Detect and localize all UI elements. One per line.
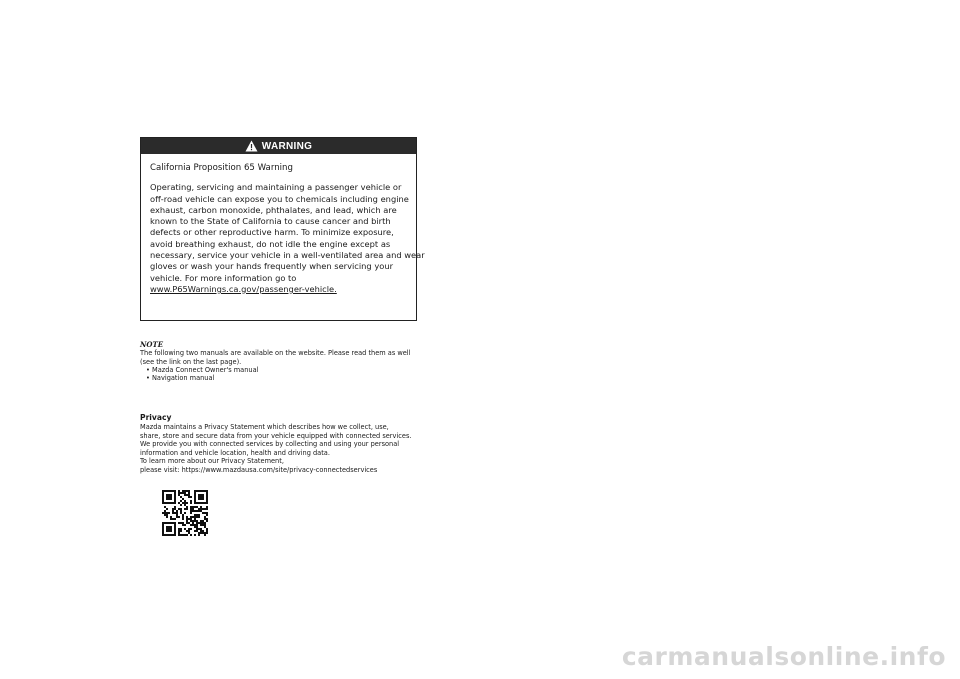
note-title: NOTE [140, 340, 164, 349]
warning-body-line: known to the State of California to cause cancer and birth [150, 216, 391, 227]
warning-body-line: vehicle. For more information go to [150, 272, 297, 283]
privacy-line: To learn more about our Privacy Statement, [140, 457, 284, 465]
note-list [140, 366, 410, 383]
warning-body-line: exhaust, carbon monoxide, phthalates, and lead, which are [150, 204, 397, 215]
warning-body-line: avoid breathing exhaust, do not idle the engine except as [150, 238, 391, 249]
list-item: • Mazda Connect Owner's manual [146, 366, 410, 374]
warning-triangle-icon [245, 140, 258, 152]
privacy-title: Privacy [140, 413, 172, 422]
list-item: • Navigation manual [146, 374, 410, 382]
note-line: (see the link on the last page). [140, 357, 242, 366]
warning-body-line: off-road vehicle can expose you to chemicals including engine [150, 193, 409, 204]
privacy-line: Mazda maintains a Privacy Statement which describes how we collect, use, [140, 423, 389, 431]
warning-body-line: necessary, service your vehicle in a well-ventilated area and wear [150, 250, 425, 261]
warning-box [140, 137, 425, 321]
watermark: carmanualsonline.info [621, 642, 946, 671]
warning-body-line: gloves or wash your hands frequently when servicing your [150, 261, 393, 272]
privacy-line: information and vehicle location, health and driving data. [140, 448, 330, 457]
warning-body-line: defects or other reproductive harm. To minimize exposure, [150, 227, 394, 238]
warning-body [150, 182, 425, 295]
privacy-line: We provide you with connected services by collecting and using your personal [140, 440, 400, 448]
warning-body-line: Operating, servicing and maintaining a passenger vehicle or [150, 182, 402, 193]
privacy-line: share, store and secure data from your vehicle equipped with connected services. [140, 431, 412, 440]
warning-label: WARNING [261, 140, 313, 152]
privacy-section [140, 413, 411, 474]
note-line: The following two manuals are available on the website. Please read them as well [140, 349, 411, 358]
note-section [140, 341, 410, 382]
warning-heading: California Proposition 65 Warning [150, 163, 293, 173]
warning-header [141, 138, 416, 154]
privacy-url-line[interactable]: please visit: https://www.mazdausa.com/site/privacy-connectedservices [140, 465, 378, 474]
qr-code-icon[interactable] [162, 490, 208, 536]
p65-warnings-link[interactable]: www.P65Warnings.ca.gov/passenger-vehicle. [150, 283, 337, 294]
